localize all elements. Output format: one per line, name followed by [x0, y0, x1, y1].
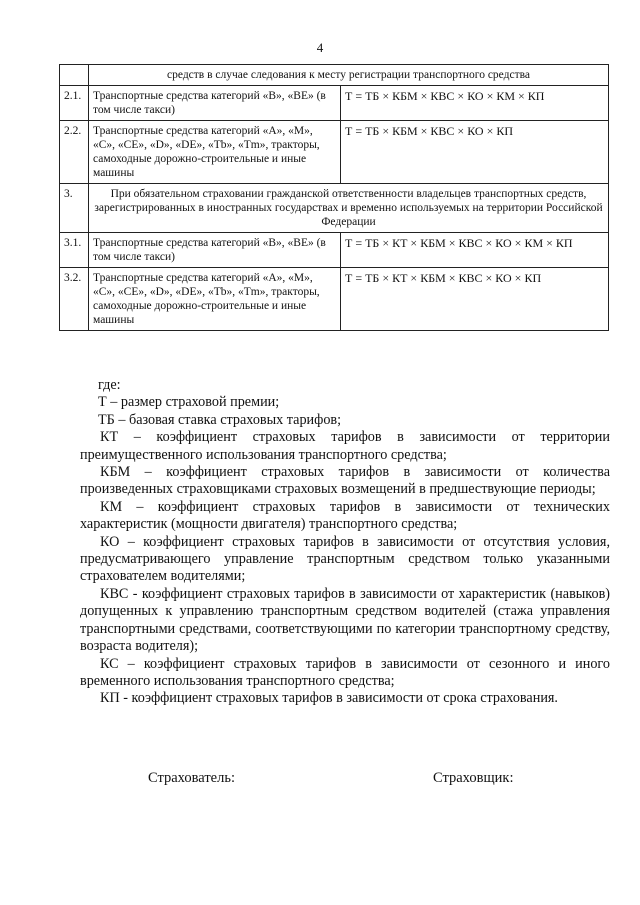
vehicle-category-cell: Транспортные средства категорий «А», «М», «С», «СЕ», «D», «DЕ», «Tb», «Tm», тракторы, самоходные дорожно-строительные и иные машины: [89, 268, 341, 331]
definition-paragraph: КМ – коэффициент страховых тарифов в зависимости от технических характеристик (мощности двигателя) транспортного средства;: [80, 498, 610, 533]
definitions-section: [80, 377, 610, 708]
premium-formula-cell: Т = ТБ × КБМ × КВС × КО × КП: [341, 121, 609, 184]
vehicle-category-cell: Транспортные средства категорий «В», «ВЕ» (в том числе такси): [89, 233, 341, 268]
vehicle-category-cell: Транспортные средства категорий «В», «ВЕ» (в том числе такси): [89, 86, 341, 121]
row-number: 3.2.: [60, 268, 89, 331]
table-row: [60, 65, 609, 86]
definition-paragraph: КВС - коэффициент страховых тарифов в зависимости от характеристик (навыков) допущенных к управлению транспортным средством водителей (стажа управления транспортными средствами, соответствующими по категории транспортному средству, возраста водителя);: [80, 585, 610, 655]
row-number: 3.1.: [60, 233, 89, 268]
page-number: 4: [316, 40, 324, 55]
premium-formula-cell: Т = ТБ × КТ × КБМ × КВС × КО × КМ × КП: [341, 233, 609, 268]
tariff-formula-table: [59, 64, 609, 331]
definition-paragraph: ТБ – базовая ставка страховых тарифов;: [98, 411, 342, 428]
table-row: [60, 184, 609, 233]
table-row: [60, 121, 609, 184]
section-heading-cell: При обязательном страховании гражданской ответственности владельцев транспортных средств, зарегистрированных в иностранных государствах и временно используемых на территории Российской Федерации: [89, 184, 609, 233]
definitions-intro: где:: [98, 377, 121, 393]
row-number: 3.: [60, 184, 89, 233]
vehicle-category-cell: Транспортные средства категорий «А», «М», «С», «СЕ», «D», «DЕ», «Tb», «Tm», тракторы, самоходные дорожно-строительные и иные машины: [89, 121, 341, 184]
insurer-signature-label: Страховщик:: [433, 770, 514, 786]
definition-paragraph: КО – коэффициент страховых тарифов в зависимости от отсутствия условия, предусматривающего управление транспортным средством только указанными страхователем водителями;: [80, 533, 610, 585]
definition-paragraph: КС – коэффициент страховых тарифов в зависимости от сезонного и иного временного использования транспортного средства;: [80, 655, 610, 689]
insured-signature-label: Страхователь:: [148, 770, 235, 786]
premium-formula-cell: Т = ТБ × КБМ × КВС × КО × КМ × КП: [341, 86, 609, 121]
definition-paragraph: КБМ – коэффициент страховых тарифов в зависимости от количества произведенных страховщиками страховых возмещений в предшествующие периоды;: [80, 464, 610, 498]
definition-paragraph: Т – размер страховой премии;: [98, 394, 280, 411]
definition-paragraph: КТ – коэффициент страховых тарифов в зависимости от территории преимущественного использования транспортного средства;: [80, 429, 610, 463]
table-row: [60, 86, 609, 121]
row-number: [60, 65, 89, 86]
table-row: [60, 233, 609, 268]
row-number: 2.2.: [60, 121, 89, 184]
definitions-list: [80, 394, 610, 707]
premium-formula-cell: Т = ТБ × КТ × КБМ × КВС × КО × КП: [341, 268, 609, 331]
tariff-table-body: [60, 65, 609, 331]
definition-paragraph: КП - коэффициент страховых тарифов в зависимости от срока страхования.: [100, 690, 558, 707]
row-number: 2.1.: [60, 86, 89, 121]
table-row: [60, 268, 609, 331]
section-heading-cell: средств в случае следования к месту регистрации транспортного средства: [89, 65, 609, 86]
